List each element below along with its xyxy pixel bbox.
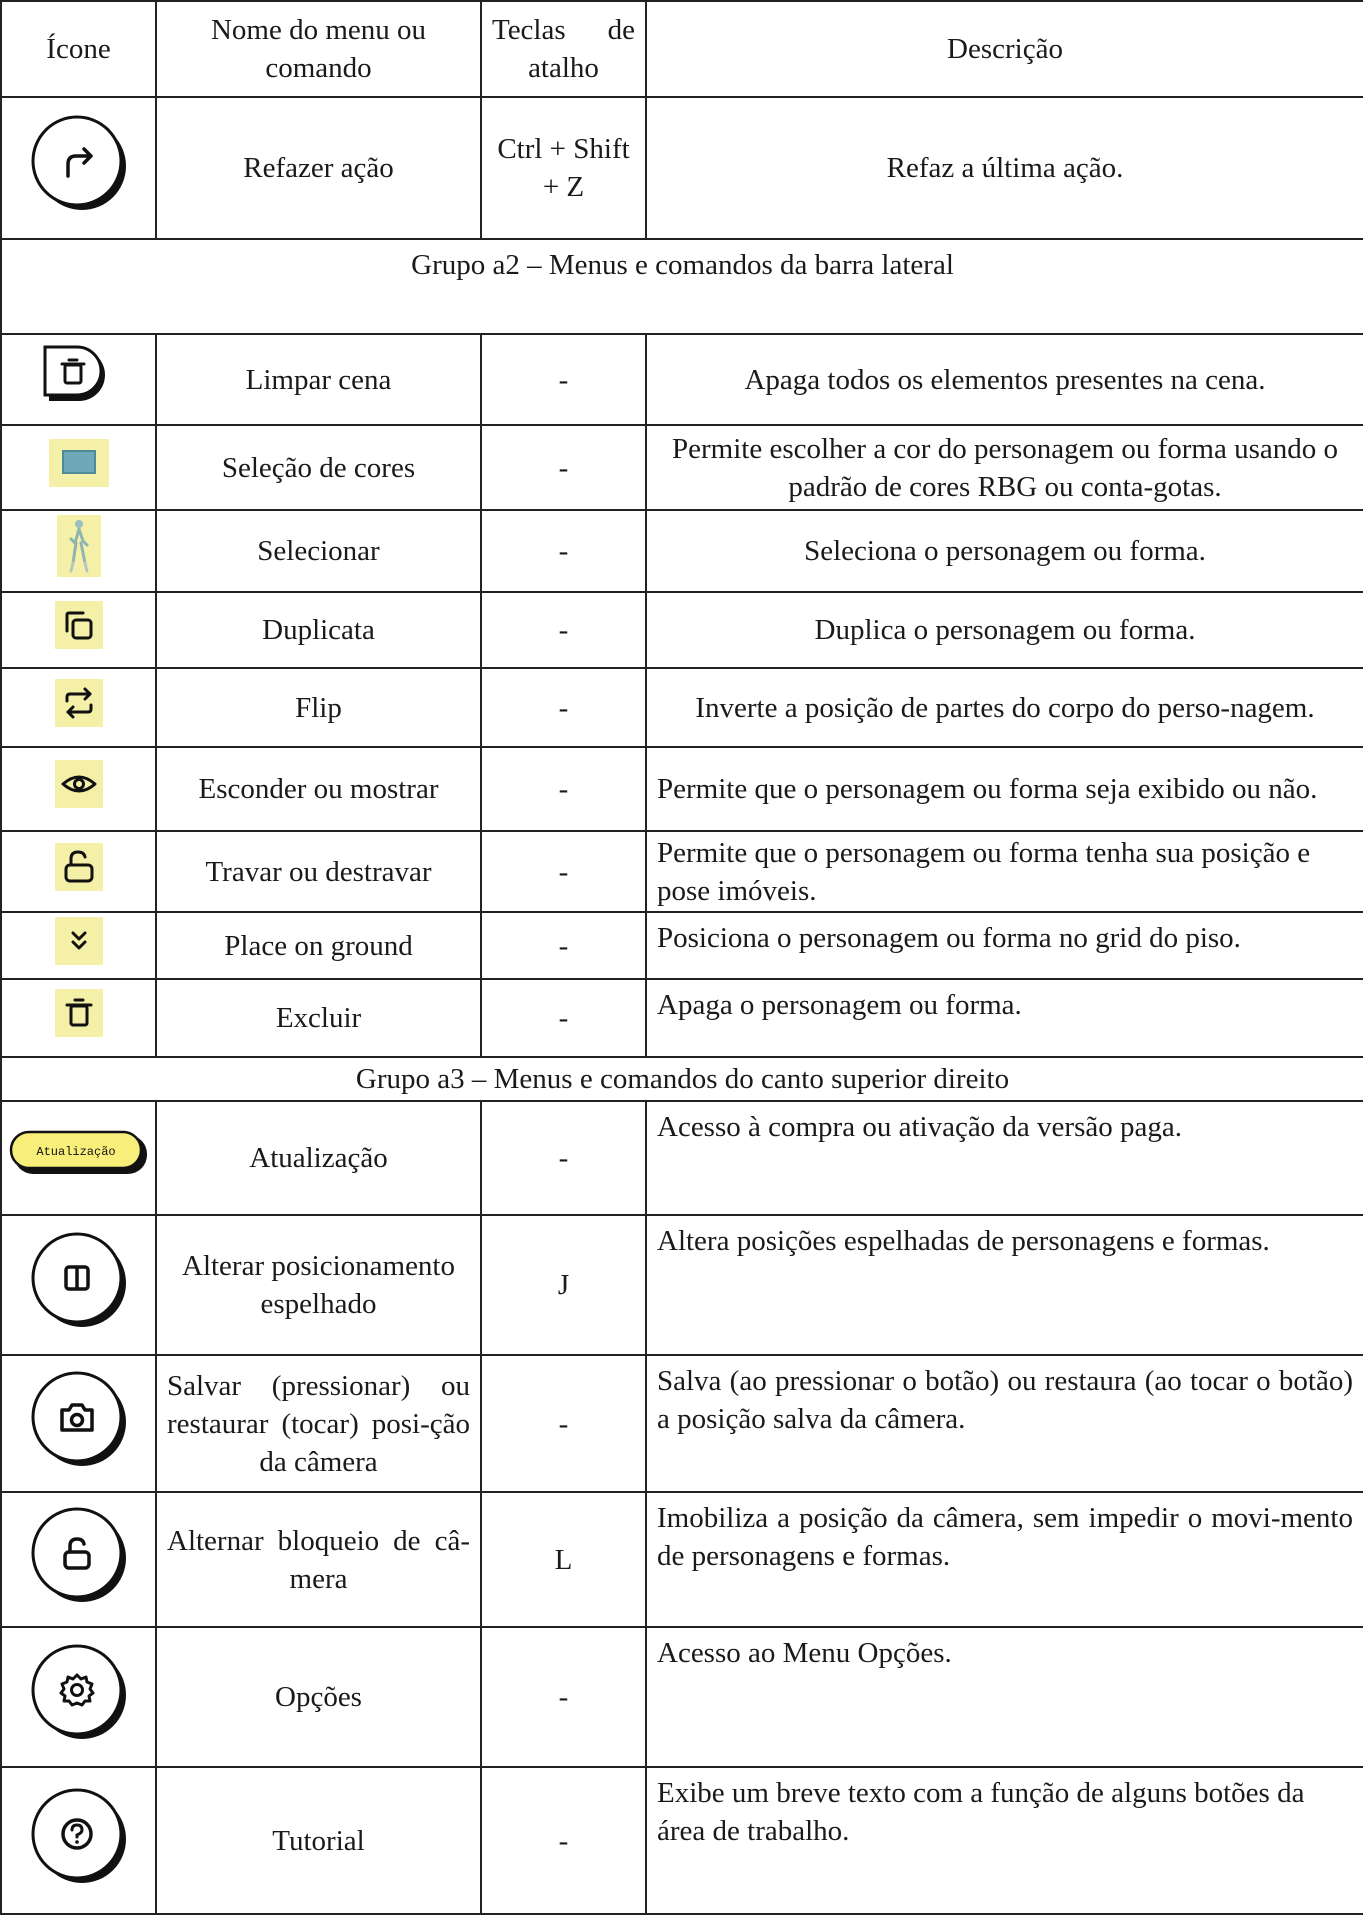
command-description: Posiciona o personagem ou forma no grid do piso.	[646, 912, 1363, 979]
command-name: Esconder ou mostrar	[156, 747, 481, 831]
table-row	[1, 912, 1363, 979]
redo-icon	[24, 108, 134, 218]
table-row	[1, 1355, 1363, 1492]
character-figure-icon	[57, 515, 101, 577]
camera-lock-icon	[24, 1500, 134, 1610]
header-description: Descrição	[646, 1, 1363, 97]
command-name: Excluir	[156, 979, 481, 1057]
table-row	[1, 1215, 1363, 1355]
camera-icon	[24, 1364, 134, 1474]
table-row	[1, 97, 1363, 239]
shortcut-keys: -	[481, 1101, 646, 1215]
command-description: Imobiliza a posição da câmera, sem impedir o movi-mento de personagens e formas.	[646, 1492, 1363, 1627]
gear-icon	[24, 1637, 134, 1747]
shortcut-keys: -	[481, 831, 646, 912]
shortcut-keys: L	[481, 1492, 646, 1627]
command-name: Tutorial	[156, 1767, 481, 1914]
header-icon: Ícone	[1, 1, 156, 97]
table-row	[1, 1101, 1363, 1215]
header-name: Nome do menu ou comando	[156, 1, 481, 97]
command-description: Duplica o personagem ou forma.	[646, 592, 1363, 668]
duplicate-icon	[55, 601, 103, 649]
shortcut-keys: -	[481, 425, 646, 510]
clear-scene-icon	[39, 345, 119, 405]
command-name: Atualização	[156, 1101, 481, 1215]
table-row	[1, 510, 1363, 592]
shortcut-keys: -	[481, 592, 646, 668]
command-name: Opções	[156, 1627, 481, 1767]
table-row	[1, 1767, 1363, 1914]
eye-icon	[55, 760, 103, 808]
group-row	[1, 239, 1363, 334]
mirror-panel-icon	[24, 1225, 134, 1335]
command-name: Duplicata	[156, 592, 481, 668]
shortcut-keys: -	[481, 979, 646, 1057]
table-row	[1, 979, 1363, 1057]
table-row	[1, 1492, 1363, 1627]
command-name: Alternar bloqueio de câ-mera	[156, 1492, 481, 1627]
shortcut-keys: -	[481, 668, 646, 747]
trash-icon	[55, 989, 103, 1037]
table-row	[1, 747, 1363, 831]
group-a3-title: Grupo a3 – Menus e comandos do canto superior direito	[1, 1057, 1363, 1101]
shortcut-keys: -	[481, 510, 646, 592]
command-name: Place on ground	[156, 912, 481, 979]
command-name: Limpar cena	[156, 334, 481, 425]
command-name: Travar ou destravar	[156, 831, 481, 912]
command-description: Acesso à compra ou ativação da versão paga.	[646, 1101, 1363, 1215]
command-name: Seleção de cores	[156, 425, 481, 510]
command-name: Selecionar	[156, 510, 481, 592]
unlock-icon	[55, 843, 103, 891]
shortcut-keys: J	[481, 1215, 646, 1355]
command-description: Refaz a última ação.	[646, 97, 1363, 239]
shortcut-keys: -	[481, 334, 646, 425]
group-row	[1, 1057, 1363, 1101]
command-name: Flip	[156, 668, 481, 747]
table-row	[1, 334, 1363, 425]
chevrons-down-icon	[55, 917, 103, 965]
command-name: Salvar (pressionar) ou restaurar (tocar) posi-ção da câmera	[156, 1355, 481, 1492]
help-icon	[24, 1781, 134, 1891]
shortcut-keys: -	[481, 912, 646, 979]
table-row	[1, 831, 1363, 912]
update-badge-text: Atualização	[35, 1145, 116, 1159]
table-row	[1, 1627, 1363, 1767]
command-name: Alterar posicionamento espelhado	[156, 1215, 481, 1355]
command-description: Exibe um breve texto com a função de alguns botões da área de trabalho.	[646, 1767, 1363, 1914]
shortcut-keys: Ctrl + Shift + Z	[481, 97, 646, 239]
command-description: Apaga todos os elementos presentes na cena.	[646, 334, 1363, 425]
shortcut-keys: -	[481, 1355, 646, 1492]
flip-arrows-icon	[55, 679, 103, 727]
command-description: Permite que o personagem ou forma seja exibido ou não.	[646, 747, 1363, 831]
command-description: Acesso ao Menu Opções.	[646, 1627, 1363, 1767]
command-description: Permite que o personagem ou forma tenha sua posição e pose imóveis.	[646, 831, 1363, 912]
group-a2-title: Grupo a2 – Menus e comandos da barra lateral	[1, 239, 1363, 334]
shortcut-keys: -	[481, 1627, 646, 1767]
command-description: Seleciona o personagem ou forma.	[646, 510, 1363, 592]
command-description: Altera posições espelhadas de personagens e formas.	[646, 1215, 1363, 1355]
shortcut-keys: -	[481, 1767, 646, 1914]
table-row	[1, 425, 1363, 510]
command-name: Refazer ação	[156, 97, 481, 239]
color-swatch-icon	[49, 439, 109, 487]
table-row	[1, 592, 1363, 668]
update-badge-icon	[9, 1130, 149, 1176]
command-description: Permite escolher a cor do personagem ou forma usando o padrão de cores RBG ou conta-gotas.	[646, 425, 1363, 510]
shortcut-keys: -	[481, 747, 646, 831]
header-keys: Teclas de atalho	[481, 1, 646, 97]
command-description: Inverte a posição de partes do corpo do perso-nagem.	[646, 668, 1363, 747]
command-description: Salva (ao pressionar o botão) ou restaura (ao tocar o botão) a posição salva da câmera.	[646, 1355, 1363, 1492]
table-header-row	[1, 1, 1363, 97]
table-row	[1, 668, 1363, 747]
command-description: Apaga o personagem ou forma.	[646, 979, 1363, 1057]
